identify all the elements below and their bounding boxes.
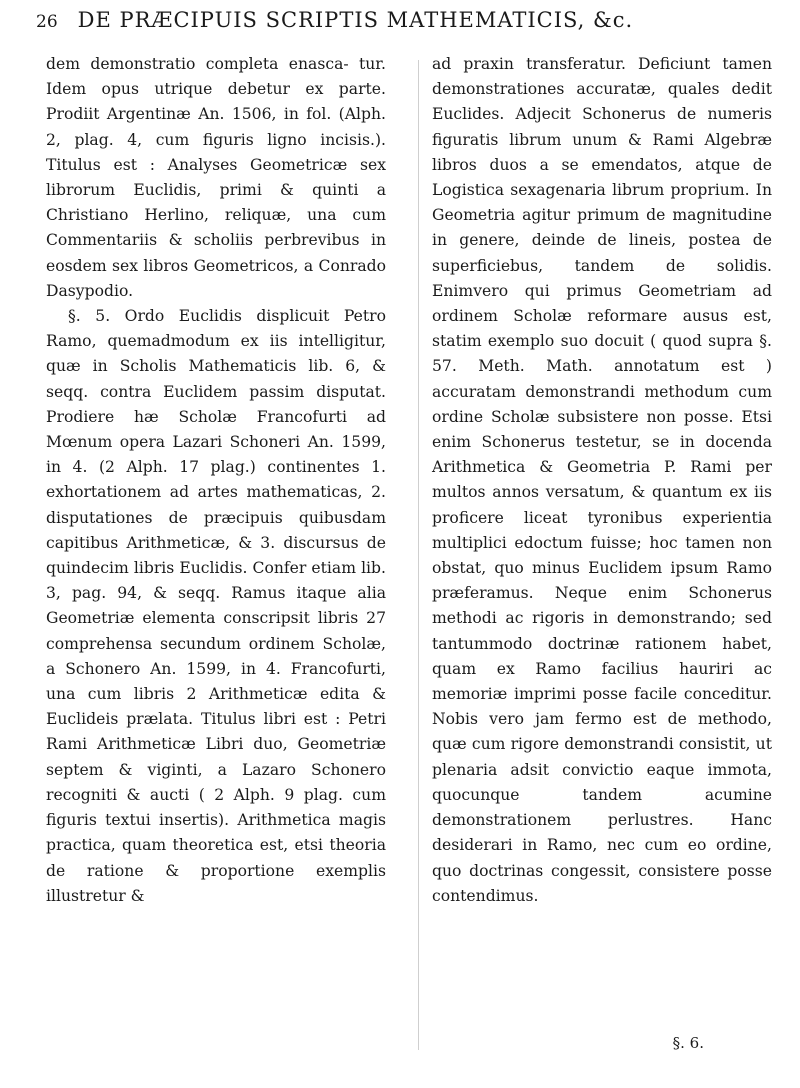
left-column <box>46 52 386 909</box>
column-divider <box>418 60 419 1050</box>
running-head <box>36 8 776 44</box>
catchword: §. 6. <box>672 1034 704 1052</box>
right-paragraph-1: ad praxin transferatur. Deficiunt tamen demonstrationes accuratæ, quales dedit Euclides. Adjecit Schonerus de numeris figuratis librum unum & Rami Algebræ libros duos a se emendatos, atque de Logistica sexagenaria librum proprium. In Geometria agitur primum de magnitudine in genere, deinde de lineis, postea de superficiebus, tandem de solidis. Enimvero qui primus Geometriam ad ordinem Scholæ reformare ausus est, statim exemplo suo docuit ( quod supra §. 57. Meth. Math. annotatum est ) accuratam demonstrandi methodum cum ordine Scholæ subsistere non posse. Etsi enim Schonerus testetur, se in docenda Arithmetica & Geometria P. Rami per multos annos versatum, & quantum ex iis proficere liceat tyronibus experientia multiplici edoctum fuisse; hoc tamen non obstat, quo minus Euclidem ipsum Ramo præferamus. Neque enim Schonerus methodi ac rigoris in demonstrando; sed tantummodo doctrinæ rationem habet, quam ex Ramo facilius hauriri ac memoriæ imprimi posse facile conceditur. Nobis vero jam fermo est de methodo, quæ cum rigore demonstrandi consistit, ut plenaria adsit convictio eaque immota, quocunque tandem acumine demonstrationem perlustres. Hanc desiderari in Ramo, nec cum eo ordine, quo doctrinas congessit, consistere posse contendimus. <box>432 55 772 905</box>
left-paragraph-1: dem demonstratio completa enasca- tur. Idem opus utrique debetur ex parte. Prodiit Argentinæ An. 1506, in fol. (Alph. 2, plag. 4, cum figuris ligno incisis.). Titulus est : Analyses Geometricæ sex librorum Euclidis, primi & quinti a Christiano Herlino, reliquæ, una cum Commentariis & scholiis perbrevibus in eosdem sex libros Geometricos, a Conrado Dasypodio. <box>46 55 386 300</box>
page-number: 26 <box>36 12 58 32</box>
running-title: DE PRÆCIPUIS SCRIPTIS MATHEMATICIS, &c. <box>77 8 634 32</box>
right-column <box>432 52 772 909</box>
left-paragraph-2: §. 5. Ordo Euclidis displicuit Petro Ramo, quemadmodum ex iis intelligitur, quæ in Scholis Mathematicis lib. 6, & seqq. contra Euclidem passim disputat. Prodiere hæ Scholæ Francofurti ad Mœnum opera Lazari Schoneri An. 1599, in 4. (2 Alph. 17 plag.) continentes 1. exhortationem ad artes mathematicas, 2. disputationes de præcipuis quibusdam capitibus Arithmeticæ, & 3. discursus de quindecim libris Euclidis. Confer etiam lib. 3, pag. 94, & seqq. Ramus itaque alia Geometriæ elementa conscripsit libris 27 comprehensa secundum ordinem Scholæ, a Schonero An. 1599, in 4. Francofurti, una cum libris 2 Arithmeticæ edita & Euclideis prælata. Titulus libri est : Petri Rami Arithmeticæ Libri duo, Geometriæ septem & viginti, a Lazaro Schonero recogniti & aucti ( 2 Alph. 9 plag. cum figuris textui insertis). Arithmetica magis practica, quam theoretica est, etsi theoria de ratione & proportione exemplis illustretur & <box>46 307 386 905</box>
